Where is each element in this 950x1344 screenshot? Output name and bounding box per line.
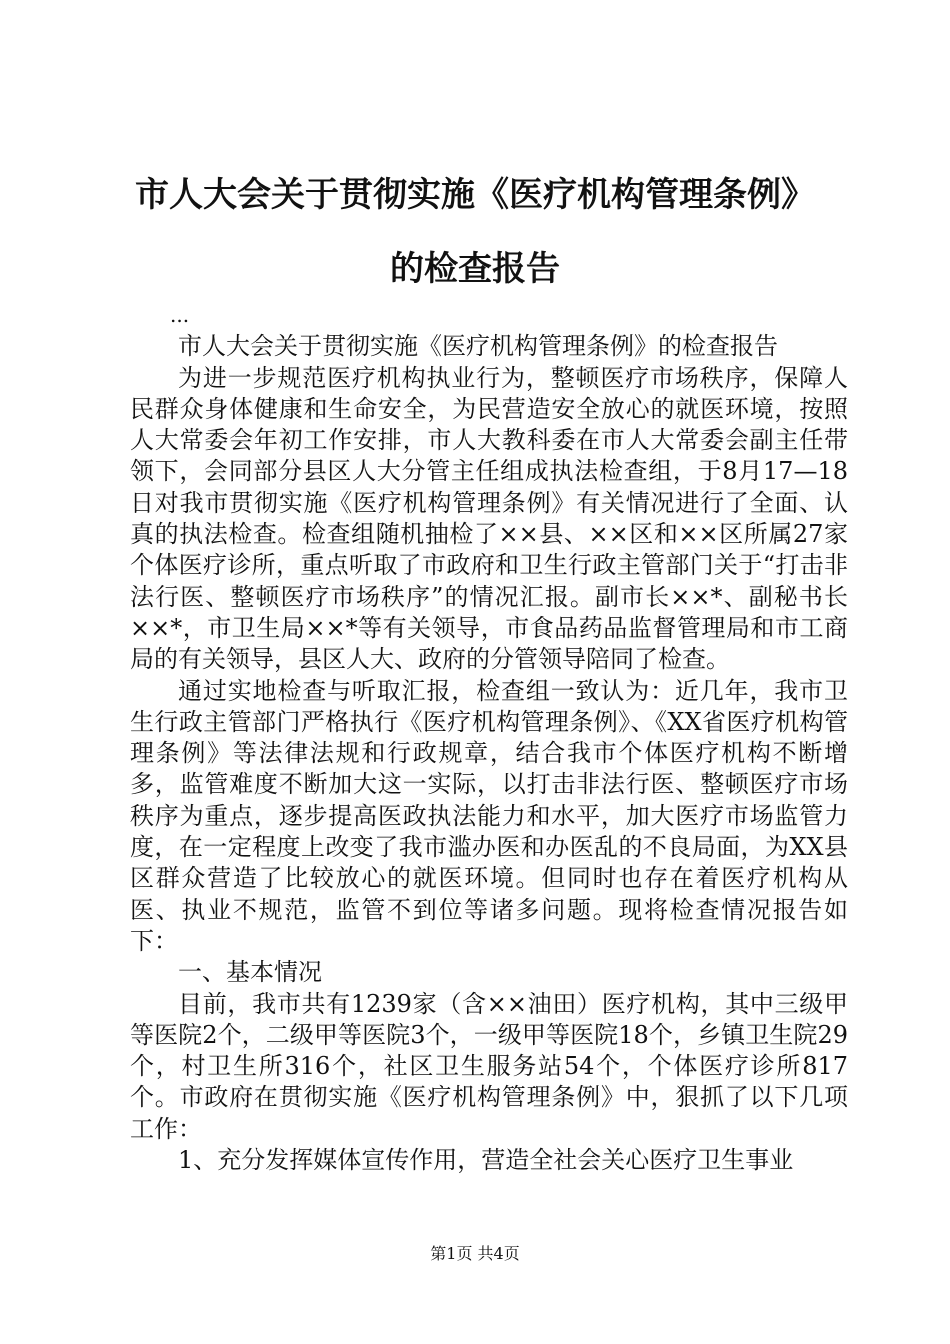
page-number: 第1页 共4页: [430, 1244, 520, 1263]
paragraph-intro: 为进一步规范医疗机构执业行为，整顿医疗市场秩序，保障人民群众身体健康和生命安全，为民营造安全放心的就医环境，按照人大常委会年初工作安排，市人大教科委在市人大常委会副主任带领下，会同部分县区人大分管主任组成执法检查组，于8月17—18日对我市贯彻实施《医疗机构管理条例》有关情况进行了全面、认真的执法检查。检查组随机抽检了××县、××区和××区所属27家个体医疗诊所，重点听取了市政府和卫生行政主管部门关于“打击非法行医、整顿医疗市场秩序”的情况汇报。副市长××*、副秘书长××*，市卫生局××*等有关领导，市食品药品监督管理局和市工商局的有关领导，县区人大、政府的分管领导陪同了检查。: [130, 363, 848, 674]
section-heading-basic-situation: 一、基本情况: [178, 958, 322, 987]
paragraph-statistics: 目前，我市共有1239家（含××油田）医疗机构，其中三级甲等医院2个，二级甲等医院3个，一级甲等医院18个，乡镇卫生院29个，村卫生所316个，社区卫生服务站54个，个体医疗诊所817个。市政府在贯彻实施《医疗机构管理条例》中，狠抓了以下几项工作：: [130, 989, 848, 1143]
document-body: [130, 300, 848, 1176]
paragraph-item-1: 1、充分发挥媒体宣传作用，营造全社会关心医疗卫生事业: [178, 1146, 794, 1175]
title-line-2: 的检查报告: [390, 249, 560, 289]
paragraph-findings: 通过实地检查与听取汇报，检查组一致认为：近几年，我市卫生行政主管部门严格执行《医疗机构管理条例》、《XX省医疗机构管理条例》等法律法规和行政规章，结合我市个体医疗机构不断增多，监管难度不断加大这一实际，以打击非法行医、整顿医疗市场秩序为重点，逐步提高医政执法能力和水平，加大医疗市场监管力度，在一定程度上改变了我市滥办医和办医乱的不良局面，为XX县区群众营造了比较放心的就医环境。但同时也存在着医疗机构从医、执业不规范，监管不到位等诸多问题。现将检查情况报告如下：: [130, 676, 848, 955]
title-line-1: 市人大会关于贯彻实施《医疗机构管理条例》: [135, 175, 815, 215]
document-title: [60, 158, 890, 306]
ellipsis-marker: ...: [170, 303, 190, 327]
page-footer: [0, 1244, 950, 1264]
paragraph-report-name: 市人大会关于贯彻实施《医疗机构管理条例》的检查报告: [178, 332, 778, 361]
